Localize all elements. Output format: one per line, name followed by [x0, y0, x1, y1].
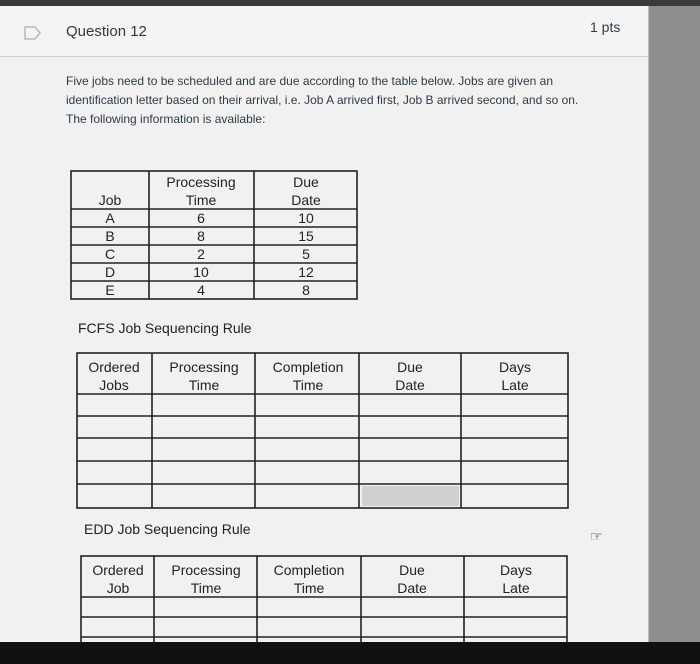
edd-table[interactable]	[80, 555, 574, 642]
fcfs-header-cell: Jobs	[99, 377, 129, 393]
jobs-table-cell: 4	[197, 282, 205, 298]
jobs-table-cell: A	[105, 210, 115, 226]
jobs-header-cell: Date	[291, 192, 321, 208]
jobs-table-cell: 12	[298, 264, 314, 280]
jobs-table-cell: 15	[298, 228, 314, 244]
jobs-table	[70, 170, 360, 302]
jobs-table-cell: 10	[298, 210, 314, 226]
jobs-table-cell: D	[104, 264, 116, 280]
screen-bottom-bezel	[0, 642, 700, 664]
edd-header-cell: Processing	[171, 562, 241, 578]
question-text	[66, 72, 616, 129]
question-header	[0, 6, 648, 57]
edd-header-cell: Time	[190, 580, 222, 596]
fcfs-header-cell: Days	[499, 359, 531, 375]
fcfs-header-cell: Due	[397, 359, 423, 375]
jobs-table-cell: 10	[193, 264, 209, 280]
edd-header-cell: Days	[500, 562, 532, 578]
fcfs-rule-title: FCFS Job Sequencing Rule	[78, 320, 252, 336]
edd-header-cell: Due	[399, 562, 425, 578]
jobs-header-cell: Due	[293, 174, 319, 190]
jobs-table-cell: B	[105, 228, 115, 244]
jobs-table-cell: 2	[197, 246, 205, 262]
edd-header-cell: Date	[397, 580, 427, 596]
jobs-header-cell: Processing	[166, 174, 236, 190]
edd-rule-title: EDD Job Sequencing Rule	[84, 521, 251, 537]
fcfs-header-cell: Completion	[272, 359, 344, 375]
fcfs-table[interactable]	[76, 352, 572, 512]
edd-header-cell: Time	[293, 580, 325, 596]
jobs-header-cell: Job	[98, 192, 122, 208]
question-text-line: identification letter based on their arrival, i.e. Job A arrived first, Job B arrived second, and so on.	[66, 93, 579, 107]
jobs-table-cell: 5	[302, 246, 310, 262]
jobs-header-cell: Time	[185, 192, 217, 208]
bookmark-flag-icon[interactable]	[24, 26, 42, 40]
edd-header-cell: Ordered	[92, 562, 144, 578]
jobs-table-cell: 6	[197, 210, 205, 226]
edd-header-cell: Late	[502, 580, 530, 596]
hand-cursor-icon: ☞	[590, 528, 603, 544]
fcfs-header-cell: Processing	[169, 359, 239, 375]
jobs-table-cell: 8	[302, 282, 310, 298]
edd-header-cell: Job	[106, 580, 130, 596]
question-card	[0, 6, 649, 642]
question-title: Question 12	[66, 23, 147, 40]
edd-header-cell: Completion	[273, 562, 345, 578]
jobs-table-cell: 8	[197, 228, 205, 244]
fcfs-header-cell: Ordered	[88, 359, 140, 375]
question-text-line: The following information is available:	[66, 112, 266, 126]
question-text-line: Five jobs need to be scheduled and are due according to the table below. Jobs are given an	[66, 74, 554, 88]
jobs-table-cell: C	[104, 246, 116, 262]
jobs-table-cell: E	[105, 282, 115, 298]
fcfs-header-cell: Time	[292, 377, 324, 393]
fcfs-header-cell: Date	[395, 377, 425, 393]
fcfs-header-cell: Late	[501, 377, 529, 393]
fcfs-header-cell: Time	[188, 377, 220, 393]
question-points: 1 pts	[590, 19, 621, 35]
